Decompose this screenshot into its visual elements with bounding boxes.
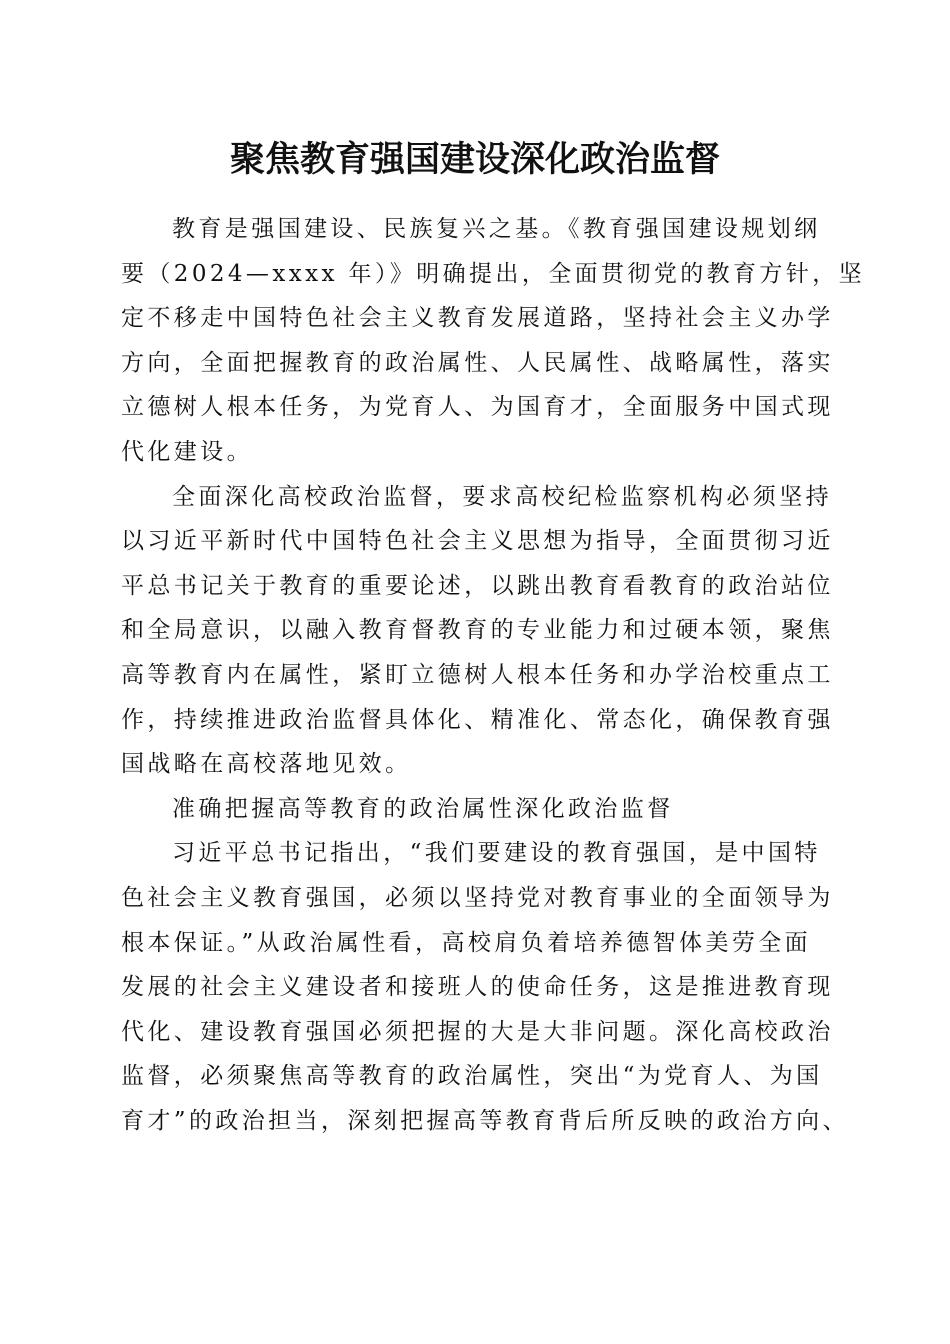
- paragraph-2-line-2: 以习近平新时代中国特色社会主义思想为指导，全面贯彻习近: [121, 528, 834, 555]
- document-body: [121, 207, 866, 1143]
- paragraph-2-line-5: 高等教育内在属性，紧盯立德树人根本任务和办学治校重点工: [121, 661, 834, 688]
- paragraph-1-line-6: 代化建设。: [121, 438, 253, 465]
- paragraph-3-line-6: 监督，必须聚焦高等教育的政治属性，突出“为党育人、为国: [121, 1063, 823, 1090]
- paragraph-1-line-5: 立德树人根本任务，为党育人、为国育才，全面服务中国式现: [121, 394, 834, 421]
- paragraph-2-line-7: 国战略在高校落地见效。: [121, 751, 412, 778]
- paragraph-3-line-4: 发展的社会主义建设者和接班人的使命任务，这是推进教育现: [121, 974, 834, 1001]
- paragraph-3-line-3: 根本保证。”从政治属性看，高校肩负着培养德智体美劳全面: [121, 929, 812, 956]
- paragraph-1-line-4: 方向，全面把握教育的政治属性、人民属性、战略属性，落实: [121, 349, 834, 376]
- paragraph-3-line-2: 色社会主义教育强国，必须以坚持党对教育事业的全面领导为: [121, 884, 834, 911]
- paragraph-2-line-6: 作，持续推进政治监督具体化、精准化、常态化，确保教育强: [121, 706, 834, 733]
- paragraph-2-line-3: 平总书记关于教育的重要论述，以跳出教育看教育的政治站位: [121, 572, 834, 599]
- paragraph-3-line-1: 习近平总书记指出，“我们要建设的教育强国，是中国特: [172, 840, 821, 867]
- paragraph-3-line-7: 育才”的政治担当，深刻把握高等教育背后所反映的政治方向、: [121, 1107, 849, 1134]
- paragraph-3-line-5: 代化、建设教育强国必须把握的大是大非问题。深化高校政治: [121, 1018, 834, 1045]
- paragraph-2-line-1: 全面深化高校政治监督，要求高校纪检监察机构必须坚持: [172, 483, 832, 510]
- paragraph-1-line-1: 教育是强国建设、民族复兴之基。《教育强国建设规划纲: [172, 216, 821, 242]
- paragraph-1-line-3: 定不移走中国特色社会主义教育发展道路，坚持社会主义办学: [121, 305, 834, 332]
- section-heading: 准确把握高等教育的政治属性深化政治监督: [172, 795, 674, 822]
- paragraph-2-line-4: 和全局意识，以融入教育督教育的专业能力和过硬本领，聚焦: [121, 617, 834, 644]
- document-title: 聚焦教育强国建设深化政治监督: [229, 139, 720, 180]
- paragraph-1-line-2: 要（2024—xxxx 年）》明确提出，全面贯彻党的教育方针，坚: [121, 260, 866, 287]
